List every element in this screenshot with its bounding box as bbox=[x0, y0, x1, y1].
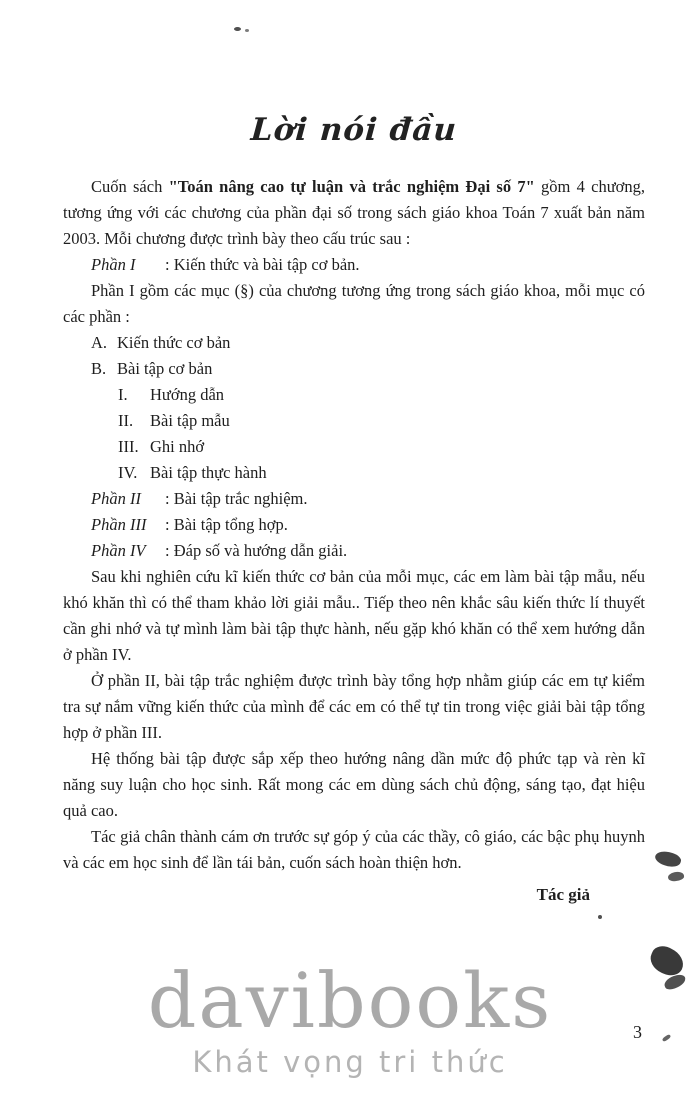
watermark-slogan: Khát vọng tri thức bbox=[192, 1045, 508, 1079]
author-signature: Tác giả bbox=[536, 885, 590, 904]
paragraph-exercise-system: Hệ thống bài tập được sắp xếp theo hướng nâng dần mức độ phức tạp và rèn kĩ năng suy luận cho học sinh. Rất mong các em dùng sách chủ động, sáng tạo, đạt hiệu quả cao. bbox=[63, 749, 645, 820]
list-item bbox=[118, 408, 645, 434]
part-2-text: : Bài tập trắc nghiệm. bbox=[165, 489, 308, 508]
list-item-letter: A. bbox=[91, 333, 108, 352]
page-number: 3 bbox=[633, 1022, 642, 1042]
part-3-label: Phần III bbox=[91, 515, 147, 534]
part-3-line bbox=[91, 512, 645, 538]
part-3-text: : Bài tập tổng hợp. bbox=[165, 515, 288, 534]
list-item bbox=[118, 434, 645, 460]
list-item-numeral: II. bbox=[118, 411, 134, 430]
part-2-line bbox=[91, 486, 645, 512]
scan-artifact bbox=[662, 1034, 672, 1042]
list-subsections bbox=[118, 382, 645, 486]
list-item bbox=[91, 356, 645, 382]
scan-artifact bbox=[653, 848, 682, 869]
list-item-label: Hướng dẫn bbox=[150, 385, 225, 404]
paragraph-thanks: Tác giả chân thành cám ơn trước sự góp ý của các thầy, cô giáo, các bậc phụ huynh và các em học sinh để lần tái bản, cuốn sách hoàn thiện hơn. bbox=[63, 827, 645, 872]
list-sections bbox=[91, 330, 645, 382]
list-item-label: Kiến thức cơ bản bbox=[117, 333, 231, 352]
list-item-numeral: IV. bbox=[118, 463, 138, 482]
list-item-numeral: III. bbox=[118, 437, 139, 456]
paragraph-usage: Sau khi nghiên cứu kĩ kiến thức cơ bản của mỗi mục, các em làm bài tập mẫu, nếu khó khăn thì có thể tham khảo lời giải mẫu.. Tiếp theo nên khắc sâu kiến thức lí thuyết cần ghi nhớ và tự mình làm bài tập thực hành, nếu gặp khó khăn có thể xem hướng dẫn ở phần IV. bbox=[63, 567, 645, 664]
list-item bbox=[118, 460, 645, 486]
scan-artifact bbox=[598, 915, 602, 919]
part-2-label: Phần II bbox=[91, 489, 141, 508]
part-1-label: Phần I bbox=[91, 255, 136, 274]
scan-artifact bbox=[245, 29, 249, 32]
intro-post: gồm 4 chương, tương ứng với các chương của phần đại số trong sách giáo khoa Toán 7 xuất bản năm 2003. Mỗi chương được trình bày theo cấu trúc sau : bbox=[63, 177, 645, 248]
list-item-letter: B. bbox=[91, 359, 107, 378]
list-item-label: Bài tập mẫu bbox=[150, 411, 230, 430]
list-item-label: Bài tập thực hành bbox=[150, 463, 267, 482]
list-item bbox=[118, 382, 645, 408]
list-item-numeral: I. bbox=[118, 385, 128, 404]
part-4-line bbox=[91, 538, 645, 564]
paragraph-intro bbox=[63, 174, 645, 252]
part-1-line bbox=[91, 252, 645, 278]
list-item-label: Bài tập cơ bản bbox=[117, 359, 213, 378]
scan-artifact bbox=[663, 973, 688, 992]
page-body bbox=[63, 174, 645, 908]
scan-artifact bbox=[234, 27, 241, 31]
page-title: Lời nói đầu bbox=[249, 112, 459, 148]
part-4-label: Phần IV bbox=[91, 541, 146, 560]
part-4-text: : Đáp số và hướng dẫn giải. bbox=[165, 541, 348, 560]
list-item bbox=[91, 330, 645, 356]
list-item-label: Ghi nhớ bbox=[150, 437, 205, 456]
scan-artifact bbox=[667, 870, 685, 882]
book-title-bold: "Toán nâng cao tự luận và trắc nghiệm Đại số 7" bbox=[168, 177, 535, 196]
part-1-text: : Kiến thức và bài tập cơ bản. bbox=[165, 255, 360, 274]
watermark bbox=[0, 956, 700, 1079]
watermark-brand: davibooks bbox=[147, 956, 553, 1045]
paragraph-part2-note: Ở phần II, bài tập trắc nghiệm được trình bày tổng hợp nhằm giúp các em tự kiểm tra sự nắm vững kiến thức của mình để các em có thể tự tin trong việc giải bài tập tổng hợp ở phần III. bbox=[63, 671, 645, 742]
intro-pre: Cuốn sách bbox=[91, 177, 169, 196]
paragraph-structure: Phần I gồm các mục (§) của chương tương ứng trong sách giáo khoa, mỗi mục có các phần : bbox=[63, 281, 645, 326]
